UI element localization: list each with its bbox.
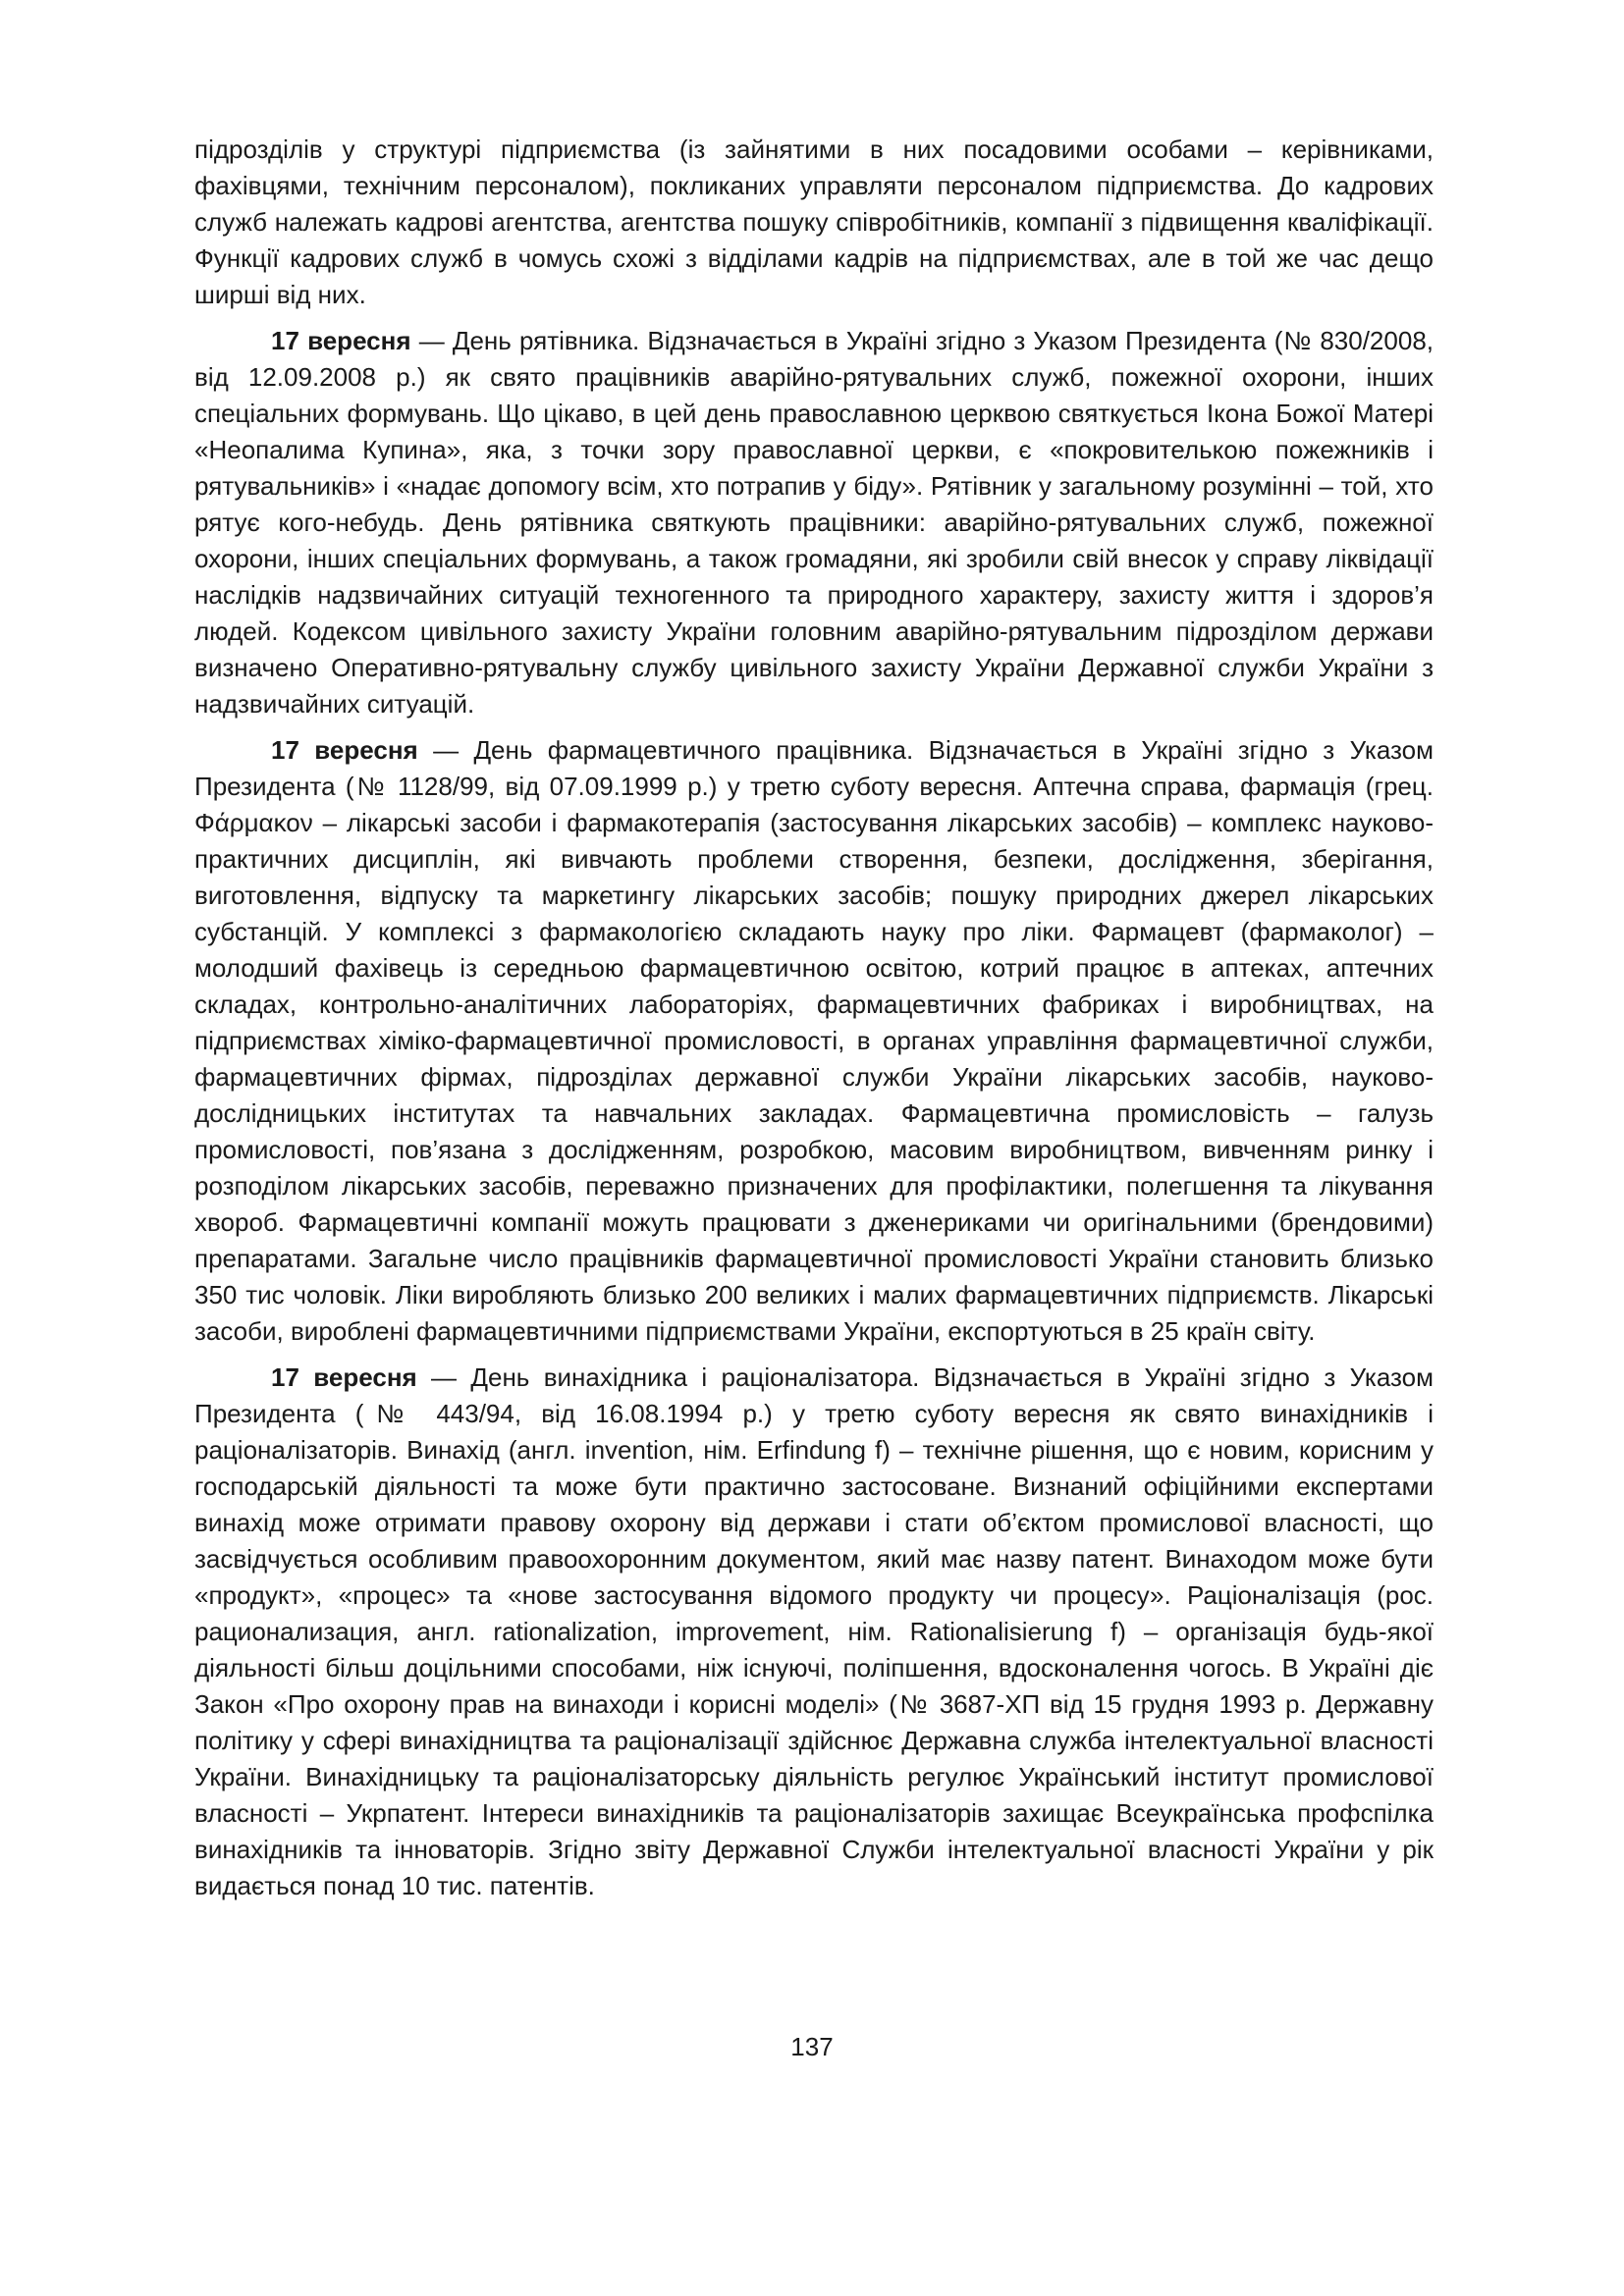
paragraph-pharmacist-day (194, 732, 1434, 1350)
paragraph-continued-hr-services (194, 132, 1434, 313)
paragraph-text: — День винахідника і раціоналізатора. Відзначається в Україні згідно з Указом Президента (№ 443/94, від 16.08.1994 р.) у третю суботу вересня як свято винахідників і раціоналізаторів. Винахід (англ. invention, нім. Erfindung f) – технічне рішення, що є новим, корисним у господарській діяльності та може бути практично застосоване. Визнаний офіційними експертами винахід може отримати правову охорону від держави і стати об’єктом промислової власності, що засвідчується особливим правоохоронним документом, який має назву патент. Винаходом може бути «продукт», «процес» та «нове застосування відомого продукту чи процесу». Раціоналізація (рос. рационализация, англ. rationalization, improvement, нім. Rationalisierung f) – організація будь-якої діяльності більш доцільними способами, ніж існуючі, поліпшення, вдосконалення чогось. В Україні діє Закон «Про охорону прав на винаходи і корисні моделі» (№ 3687-ХП від 15 грудня 1993 р. Державну політику у сфері винахідництва та раціоналізації здійснює Державна служба інтелектуальної власності України. Винахідницьку та раціоналізаторську діяльність регулює Український інститут промислової власності – Укрпатент. Інтереси винахідників та раціоналізаторів захищає Всеукраїнська профспілка винахідників та інноваторів. Згідно звіту Державної Служби інтелектуальної власності України у рік видається понад 10 тис. патентів. (194, 1362, 1434, 1900)
page-number: 137 (790, 2032, 834, 2061)
paragraph-text: підрозділів у структурі підприємства (із зайнятими в них посадовими особами – керівниками, фахівцями, технічним персоналом), покликаних управляти персоналом підприємства. До кадрових служб належать кадрові агентства, агентства пошуку співробітників, компанії з підвищення кваліфікації. Функції кадрових служб в чомусь схожі з відділами кадрів на підприємствах, але в той же час дещо ширші від них. (194, 134, 1434, 309)
document-page (194, 132, 1434, 1914)
paragraph-text: — День фармацевтичного працівника. Відзначається в Україні згідно з Указом Президента (№ 1128/99, від 07.09.1999 р.) у третю суботу вересня. Аптечна справа, фармація (грец. Φάρμακον – лікарські засоби і фармакотерапія (застосування лікарських засобів) – комплекс науково-практичних дисциплін, які вивчають проблеми створення, безпеки, дослідження, зберігання, виготовлення, відпуску та маркетингу лікарських засобів; пошуку природних джерел лікарських субстанцій. У комплексі з фармакологією складають науку про ліки. Фармацевт (фармаколог) – молодший фахівець із середньою фармацевтичною освітою, котрий працює в аптеках, аптечних складах, контрольно-аналітичних лабораторіях, фармацевтичних фабриках і виробництвах, на підприємствах хіміко-фармацевтичної промисловості, в органах управління фармацевтичної служби, фармацевтичних фірмах, підрозділах державної служби України лікарських засобів, науково-дослідницьких інститутах та навчальних закладах. Фармацевтична промисловість – галузь промисловості, пов’язана з дослідженням, розробкою, масовим виробництвом, вивченням ринку і розподілом лікарських засобів, переважно призначених для профілактики, полегшення та лікування хвороб. Фармацевтичні компанії можуть працювати з дженериками чи оригінальними (брендовими) препаратами. Загальне число працівників фармацевтичної промисловості України становить близько 350 тис чоловік. Ліки виробляють близько 200 великих і малих фармацевтичних підприємств. Лікарські засоби, вироблені фармацевтичними підприємствами України, експортуються в 25 країн світу. (194, 735, 1434, 1346)
date-label: 17 вересня (271, 326, 411, 355)
paragraph-rescuer-day (194, 323, 1434, 722)
date-label: 17 вересня (271, 1362, 417, 1392)
date-label: 17 вересня (271, 735, 418, 765)
paragraph-text: — День рятівника. Відзначається в Україні згідно з Указом Президента (№ 830/2008, від 12.09.2008 р.) як свято працівників аварійно-рятувальних служб, пожежної охорони, інших спеціальних формувань. Що цікаво, в цей день православною церквою святкується Ікона Божої Матері «Неопалима Купина», яка, з точки зору православної церкви, є «покровителькою пожежників і рятувальників» і «надає допомогу всім, хто потрапив у біду». Рятівник у загальному розумінні – той, хто рятує кого-небудь. День рятівника святкують працівники: аварійно-рятувальних служб, пожежної охорони, інших спеціальних формувань, а також громадяни, які зробили свій внесок у справу ліквідації наслідків надзвичайних ситуацій техногенного та природного характеру, захисту життя і здоров’я людей. Кодексом цивільного захисту України головним аварійно-рятувальним підрозділом держави визначено Оперативно-рятувальну службу цивільного захисту України Державної служби України з надзвичайних ситуацій. (194, 326, 1434, 719)
paragraph-inventor-day (194, 1360, 1434, 1904)
